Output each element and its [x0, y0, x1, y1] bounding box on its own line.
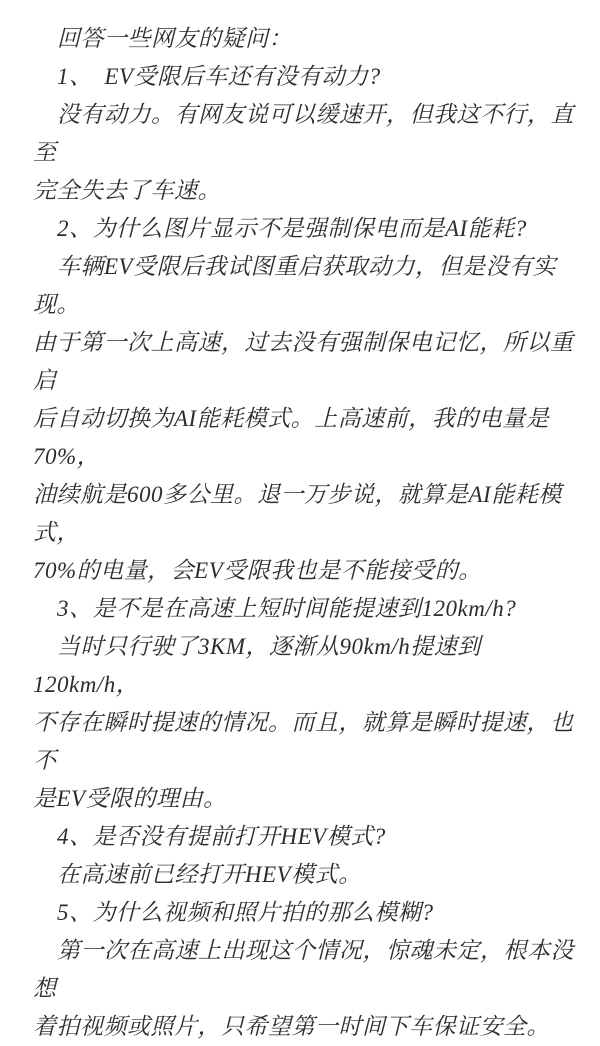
- answer-3-line-2: 不存在瞬时提速的情况。而且，就算是瞬时提速，也不: [33, 710, 574, 773]
- answer-3-line-1: 当时只行驶了3KM，逐渐从90km/h提速到120km/h，: [33, 634, 481, 697]
- answer-1-line-2: 完全失去了车速。: [33, 178, 221, 203]
- document-text-block: [33, 20, 574, 1046]
- answer-5-line-1: 第一次在高速上出现这个情况，惊魂未定，根本没想: [33, 938, 574, 1001]
- answer-2-line-4: 油续航是600多公里。退一万步说，就算是AI能耗模式，: [33, 482, 562, 545]
- answer-4-line-1: 在高速前已经打开HEV模式。: [57, 862, 362, 887]
- question-2: 2、为什么图片显示不是强制保电而是AI能耗?: [57, 216, 527, 241]
- answer-2-line-3: 后自动切换为AI能耗模式。上高速前，我的电量是70%，: [33, 406, 550, 469]
- intro-line: 回答一些网友的疑问：: [57, 26, 292, 51]
- answer-5-line-2: 着拍视频或照片，只希望第一时间下车保证安全。: [33, 1014, 550, 1039]
- answer-3-line-3: 是EV受限的理由。: [33, 786, 227, 811]
- question-4: 4、是否没有提前打开HEV模式?: [57, 824, 386, 849]
- question-3: 3、是不是在高速上短时间能提速到120km/h?: [57, 596, 517, 621]
- answer-1-line-1: 没有动力。有网友说可以缓速开，但我这不行，直至: [33, 102, 574, 165]
- answer-2-line-5: 70%的电量，会EV受限我也是不能接受的。: [33, 558, 482, 583]
- question-1: 1、 EV受限后车还有没有动力?: [57, 64, 381, 89]
- answer-2-line-2: 由于第一次上高速，过去没有强制保电记忆，所以重启: [33, 330, 574, 393]
- question-5: 5、为什么视频和照片拍的那么模糊?: [57, 900, 434, 925]
- answer-2-line-1: 车辆EV受限后我试图重启获取动力，但是没有实现。: [33, 254, 557, 317]
